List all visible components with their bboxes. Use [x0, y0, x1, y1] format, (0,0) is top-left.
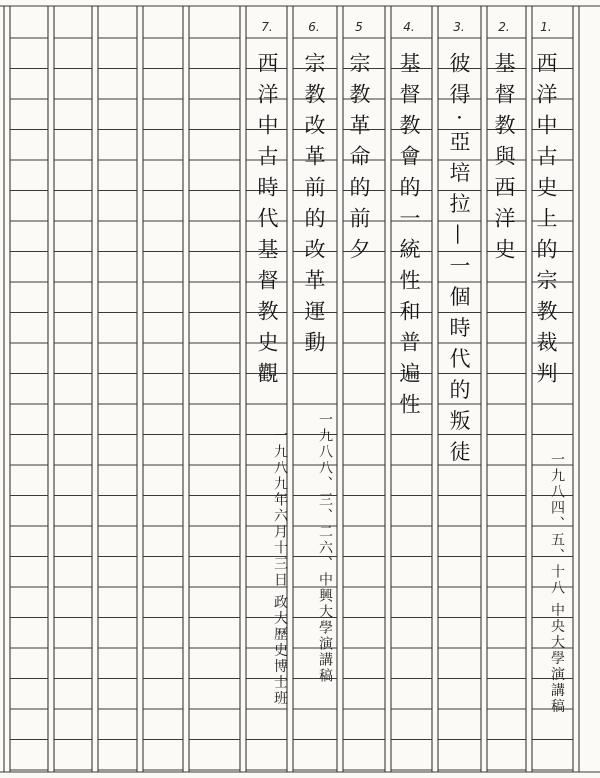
item-note-7 — [255, 428, 289, 706]
item-number: 7. — [261, 20, 273, 34]
item-number: 1. — [540, 20, 552, 34]
column-4 — [392, 14, 426, 424]
item-title: 西洋中古時代基督教史觀 — [255, 52, 279, 393]
item-number: 6. — [308, 20, 320, 34]
item-title: 基督教與西洋史 — [492, 52, 516, 269]
item-note-1 — [532, 452, 566, 714]
column-1 — [529, 14, 563, 393]
item-number: 4. — [403, 20, 415, 34]
column-3 — [442, 14, 476, 472]
item-title: 彼得·亞培拉—一個時代的叛徒 — [447, 52, 471, 472]
item-number: 2. — [498, 20, 510, 34]
column-5 — [342, 14, 376, 269]
column-6 — [297, 14, 331, 362]
item-number: 3. — [453, 20, 465, 34]
item-title: 基督教會的一統性和普遍性 — [397, 52, 421, 424]
item-number: 5 — [355, 20, 363, 34]
item-title: 西洋中古史上的宗教裁判 — [534, 52, 558, 393]
item-note: 一九八四、五、十八 中央大學演講稿 — [549, 452, 565, 715]
item-note-6 — [300, 412, 334, 684]
item-title: 宗教革命的前夕 — [347, 52, 371, 269]
column-7 — [250, 14, 284, 393]
column-2 — [487, 14, 521, 269]
item-note: 一九八九年六月十三日 政大歷史博士班 — [272, 428, 288, 707]
item-title: 宗教改革前的改革運動 — [302, 52, 326, 362]
item-note: 一九八八、三、二六、中興大學演講稿 — [317, 412, 333, 684]
